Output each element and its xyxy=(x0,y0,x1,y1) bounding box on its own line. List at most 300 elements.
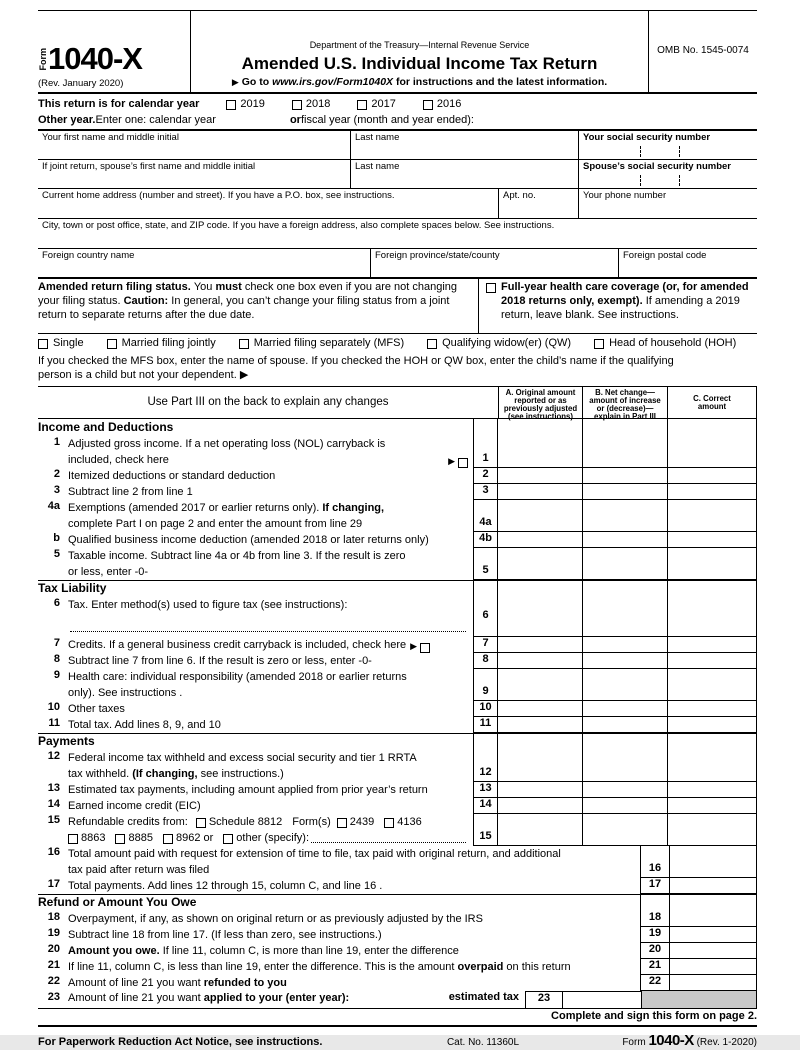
line-number: 16 xyxy=(38,846,60,878)
city-state-zip-field[interactable]: City, town or post office, state, and ZIP code. If you have a foreign address, also complete spaces below. See instructions. xyxy=(38,219,757,248)
amount-cell-b[interactable] xyxy=(583,653,668,669)
line-text-bold: refunded to you xyxy=(204,977,287,991)
spouse-name-row xyxy=(38,160,757,189)
totals-block xyxy=(38,846,757,1009)
line-ref: 21 xyxy=(640,959,670,975)
amount-cell-a[interactable] xyxy=(498,436,583,468)
apt-no-field[interactable]: Apt. no. xyxy=(498,189,578,218)
foreign-address-row xyxy=(38,248,757,279)
filing-text: check one box even if you are not changing your filing status. xyxy=(38,281,457,307)
line-text: see instructions.) xyxy=(198,768,284,782)
line-text-bold: Amount you owe. xyxy=(68,945,160,959)
line-text: Tax. Enter method(s) used to figure tax (see instructions): xyxy=(68,599,347,613)
spouse-ssn-field[interactable] xyxy=(578,160,757,188)
amount-cell-a[interactable] xyxy=(498,782,583,798)
line-text: only). See instructions . xyxy=(68,687,182,701)
line-number: 1 xyxy=(38,436,60,468)
line-17-row xyxy=(38,878,757,894)
page-title: Amended U.S. Individual Income Tax Return xyxy=(191,53,648,74)
spacer-cell xyxy=(498,734,583,750)
line-text: Other taxes xyxy=(68,703,125,717)
checkbox-label: 8885 xyxy=(128,832,152,846)
line-number: 22 xyxy=(38,975,60,991)
amount-cell-b[interactable] xyxy=(583,597,668,637)
spacer-cell xyxy=(670,895,757,911)
line-text: Adjusted gross income. If a net operating loss (NOL) carryback is xyxy=(68,438,385,452)
mfs-note xyxy=(38,353,757,386)
amount-cell[interactable] xyxy=(670,911,757,927)
irs-url[interactable]: www.irs.gov/Form1040X xyxy=(272,76,393,88)
nol-checkbox[interactable] xyxy=(458,458,468,468)
line-text: Taxable income. Subtract line 4a or 4b from line 3. If the result is zero xyxy=(68,550,406,564)
amount-cell-c[interactable] xyxy=(668,637,757,653)
line-number: 7 xyxy=(38,637,60,653)
line-11-row xyxy=(38,717,757,733)
form-number: 1040-X xyxy=(648,1032,693,1049)
year-2016-checkbox[interactable] xyxy=(423,100,433,110)
married-jointly-checkbox[interactable] xyxy=(107,339,117,349)
year-2017-checkbox[interactable] xyxy=(357,100,367,110)
mfs-note-line2: person is a child but not your dependent. xyxy=(38,369,240,381)
form-8885-checkbox[interactable] xyxy=(115,834,125,844)
form-header xyxy=(38,11,757,94)
year-label: 2018 xyxy=(306,98,330,112)
line-ref: 4a xyxy=(473,500,498,532)
health-coverage-rest: If amending a 2019 return, leave blank. See instructions. xyxy=(501,295,740,321)
line-text: Refundable credits from: xyxy=(68,816,188,830)
status-label: Married filing separately (MFS) xyxy=(254,337,404,351)
ssn-label: Your social security number xyxy=(583,132,710,143)
line-ref: 3 xyxy=(473,484,498,500)
line-number: 9 xyxy=(38,669,60,701)
shaded-cell xyxy=(642,991,757,1008)
line-number: 2 xyxy=(38,468,60,484)
spacer-cell xyxy=(473,419,498,436)
name-row xyxy=(38,131,757,160)
amount-cell-c[interactable] xyxy=(668,782,757,798)
year-option-2019 xyxy=(226,98,264,112)
goto-prefix: Go to xyxy=(242,76,272,88)
amount-cell-c[interactable] xyxy=(668,717,757,733)
specify-entry-line[interactable] xyxy=(311,842,466,843)
amount-cell-b[interactable] xyxy=(583,814,668,846)
line-ref: 17 xyxy=(640,878,670,894)
line-ref: 22 xyxy=(640,975,670,991)
amount-cell-c[interactable] xyxy=(668,436,757,468)
line-ref: 7 xyxy=(473,637,498,653)
form-word-label: Form xyxy=(622,1037,648,1048)
amount-cell-a[interactable] xyxy=(498,468,583,484)
paperwork-notice: For Paperwork Reduction Act Notice, see instructions. xyxy=(38,1036,398,1050)
spacer-cell xyxy=(583,734,668,750)
amount-cell-a[interactable] xyxy=(498,637,583,653)
year-label: 2019 xyxy=(240,98,264,112)
sign-note xyxy=(38,1009,757,1027)
estimated-tax-amount-cell[interactable] xyxy=(563,991,642,1008)
line-number: 13 xyxy=(38,782,60,798)
forms-label: Form(s) xyxy=(292,816,331,830)
line-text: Estimated tax payments, including amount applied from prior year’s return xyxy=(68,784,428,798)
form-word-label: Form xyxy=(38,48,48,71)
form-2439-checkbox[interactable] xyxy=(337,818,347,828)
page-footer xyxy=(38,1027,757,1050)
schedule-8812-checkbox[interactable] xyxy=(196,818,206,828)
line-number: 3 xyxy=(38,484,60,500)
line-ref: 9 xyxy=(473,669,498,701)
spacer-cell xyxy=(583,581,668,597)
line-4b-row xyxy=(38,532,757,548)
line-text: included, check here xyxy=(68,454,169,468)
line-number: 5 xyxy=(38,548,60,580)
arrow-right-icon: ▶ xyxy=(410,641,417,652)
amount-cell-b[interactable] xyxy=(583,750,668,782)
qualifying-widow-checkbox[interactable] xyxy=(427,339,437,349)
line-text: Qualified business income deduction (amended 2018 or later returns only) xyxy=(68,534,429,548)
part3-instruction: Use Part III on the back to explain any changes xyxy=(38,387,498,419)
line-number: 12 xyxy=(38,750,60,782)
amount-cell[interactable] xyxy=(670,959,757,975)
line-text: Health care: individual responsibility (amended 2018 or earlier returns xyxy=(68,671,407,685)
ssn-separator xyxy=(679,146,680,157)
amount-cell-a[interactable] xyxy=(498,532,583,548)
ssn-separator xyxy=(679,175,680,186)
omb-number: OMB No. 1545-0074 xyxy=(649,11,757,92)
other-year-row xyxy=(38,113,757,131)
credit-carryback-checkbox[interactable] xyxy=(420,643,430,653)
filing-status-block xyxy=(38,279,757,334)
line-ref: 12 xyxy=(473,750,498,782)
amount-cell-b[interactable] xyxy=(583,798,668,814)
form-number: 1040-X xyxy=(48,44,142,74)
line-text-bold: applied to your (enter year): xyxy=(204,992,349,1006)
line-number: b xyxy=(38,532,60,548)
married-separately-checkbox[interactable] xyxy=(239,339,249,349)
ssn-separator xyxy=(640,146,641,157)
line-text: Federal income tax withheld and excess social security and tier 1 RRTA xyxy=(68,752,417,766)
form-title-block xyxy=(190,11,649,92)
line-1-desc xyxy=(38,436,473,468)
form-id-block xyxy=(38,11,190,92)
line-text-bold: overpaid xyxy=(458,961,504,975)
amount-cell[interactable] xyxy=(670,975,757,991)
other-credit-checkbox[interactable] xyxy=(223,834,233,844)
arrow-right-icon: ▶ xyxy=(448,456,455,467)
amount-cell-a[interactable] xyxy=(498,701,583,717)
arrow-right-icon: ▶ xyxy=(240,369,248,381)
phone-number-field[interactable]: Your phone number xyxy=(578,189,757,218)
line-number: 4a xyxy=(38,500,60,532)
line-18-row xyxy=(38,911,757,927)
line-text: Subtract line 18 from line 17. (If less than zero, see instructions.) xyxy=(68,929,382,943)
checkbox-label: 8863 xyxy=(81,832,105,846)
line-text: Total tax. Add lines 8, 9, and 10 xyxy=(68,719,221,733)
year-option-2016 xyxy=(423,98,461,112)
line-text: Overpayment, if any, as shown on original return or as previously adjusted by the IRS xyxy=(68,913,483,927)
status-hoh xyxy=(594,337,736,351)
foreign-country-field[interactable]: Foreign country name xyxy=(38,249,370,277)
amount-cell-b[interactable] xyxy=(583,637,668,653)
amount-cell-b[interactable] xyxy=(583,701,668,717)
filing-status-heading: Amended return filing status. xyxy=(38,281,194,293)
amount-cell-b[interactable] xyxy=(583,669,668,701)
dotted-entry-line[interactable] xyxy=(70,631,466,632)
section-heading: Payments xyxy=(38,734,473,750)
health-coverage-box xyxy=(478,279,757,333)
year-option-2018 xyxy=(292,98,330,112)
amount-cell-b[interactable] xyxy=(583,717,668,733)
line-text: Amount of line 21 you want xyxy=(68,992,204,1006)
tax-method-entry[interactable] xyxy=(68,613,468,621)
line-3-row xyxy=(38,484,757,500)
mfs-note-line1: If you checked the MFS box, enter the name of spouse. If you checked the HOH or QW box, enter the child’s name if the qualifying xyxy=(38,355,757,369)
calendar-year-label: This return is for calendar year xyxy=(38,98,199,112)
line-text: Total amount paid with request for extension of time to file, tax paid with original return, and additional xyxy=(68,848,561,862)
amount-cell-c[interactable] xyxy=(668,653,757,669)
line-ref: 5 xyxy=(473,548,498,580)
status-label: Head of household (HOH) xyxy=(609,337,736,351)
line-text: or less, enter -0- xyxy=(68,566,148,580)
foreign-postal-field[interactable]: Foreign postal code xyxy=(618,249,757,277)
line-22-row xyxy=(38,975,757,991)
line-ref: 18 xyxy=(640,911,670,927)
amount-cell-c[interactable] xyxy=(668,468,757,484)
amount-cell-b[interactable] xyxy=(583,484,668,500)
form-4136-checkbox[interactable] xyxy=(384,818,394,828)
line-text: If line 11, column C, is less than line 19, enter the difference. This is the amount xyxy=(68,961,458,975)
line-text-bold: (If changing, xyxy=(132,768,197,782)
column-c-header: C. Correct amount xyxy=(668,387,757,419)
form-8863-checkbox[interactable] xyxy=(68,834,78,844)
amount-cell-c[interactable] xyxy=(668,701,757,717)
line-number: 20 xyxy=(38,943,60,959)
line-number: 14 xyxy=(38,798,60,814)
amount-cell-b[interactable] xyxy=(583,468,668,484)
line-number: 17 xyxy=(38,878,60,894)
spacer-cell xyxy=(668,581,757,597)
amount-cell-a[interactable] xyxy=(498,500,583,532)
year-label: 2017 xyxy=(371,98,395,112)
amount-cell-c[interactable] xyxy=(668,532,757,548)
year-2019-checkbox[interactable] xyxy=(226,100,236,110)
filing-text: In general, you can’t change your filing status from a joint return to separate returns after the due date. xyxy=(38,295,449,321)
health-coverage-text xyxy=(501,281,757,330)
arrow-right-icon: ▶ xyxy=(232,77,239,87)
line-5-row xyxy=(38,548,757,580)
line-21-row xyxy=(38,959,757,975)
amount-cell-c[interactable] xyxy=(668,548,757,580)
amount-cell-a[interactable] xyxy=(498,548,583,580)
status-qw xyxy=(427,337,571,351)
line-13-row xyxy=(38,782,757,798)
first-name-field[interactable]: Your first name and middle initial xyxy=(38,131,350,159)
line-16-row xyxy=(38,846,757,878)
section-refund xyxy=(38,894,757,911)
amounts-table xyxy=(38,386,757,846)
line-number: 8 xyxy=(38,653,60,669)
line-ref: 15 xyxy=(473,814,498,846)
line-1-row xyxy=(38,436,757,468)
spacer-cell xyxy=(473,581,498,597)
line-number: 23 xyxy=(38,991,60,1008)
spacer-cell xyxy=(668,419,757,436)
or-label: or xyxy=(290,114,301,128)
line-6-row xyxy=(38,597,757,637)
line-text: complete Part I on page 2 and enter the amount from line 29 xyxy=(68,518,362,532)
amount-cell-c[interactable] xyxy=(668,500,757,532)
spacer-cell xyxy=(668,734,757,750)
line-ref: 1 xyxy=(473,436,498,468)
checkbox-label: 4136 xyxy=(397,816,421,830)
line-7-row xyxy=(38,637,757,653)
spacer-cell xyxy=(473,734,498,750)
catalog-number: Cat. No. 11360L xyxy=(398,1037,568,1050)
single-checkbox[interactable] xyxy=(38,339,48,349)
spouse-ssn-label: Spouse’s social security number xyxy=(583,161,731,172)
line-4a-row xyxy=(38,500,757,532)
amount-cell-b[interactable] xyxy=(583,436,668,468)
fiscal-year-text: fiscal year (month and year ended): xyxy=(301,114,474,128)
line-number: 10 xyxy=(38,701,60,717)
section-heading: Refund or Amount You Owe xyxy=(38,895,640,911)
amount-cell-c[interactable] xyxy=(668,484,757,500)
revision-label: (Rev. January 2020) xyxy=(38,78,190,90)
line-text: Subtract line 2 from line 1 xyxy=(68,486,193,500)
address-row xyxy=(38,189,757,219)
other-year-text: Enter one: calendar year xyxy=(95,114,215,128)
line-number: 18 xyxy=(38,911,60,927)
line-2-row xyxy=(38,468,757,484)
calendar-year-row xyxy=(38,94,757,113)
line-10-row xyxy=(38,701,757,717)
amount-cell-b[interactable] xyxy=(583,782,668,798)
line-text: on this return xyxy=(503,961,570,975)
section-tax-liability xyxy=(38,580,757,597)
amount-cell-a[interactable] xyxy=(498,484,583,500)
sign-note-text: Complete and sign this form on page 2. xyxy=(551,1010,757,1024)
footer-form-id xyxy=(568,1032,757,1050)
status-mfs xyxy=(239,337,404,351)
health-coverage-checkbox[interactable] xyxy=(486,283,496,293)
last-name-field[interactable]: Last name xyxy=(350,131,578,159)
line-text: Exemptions (amended 2017 or earlier returns only). xyxy=(68,502,322,516)
line-14-row xyxy=(38,798,757,814)
line-ref: 23 xyxy=(525,991,563,1008)
line-text: Credits. If a general business credit carryback is included, check here xyxy=(68,639,406,653)
amount-cell[interactable] xyxy=(670,943,757,959)
city-row xyxy=(38,219,757,248)
ssn-separator xyxy=(640,175,641,186)
amount-cell-b[interactable] xyxy=(583,500,668,532)
line-text: Itemized deductions or standard deduction xyxy=(68,470,275,484)
checkbox-label: 8962 or xyxy=(176,832,213,846)
amount-cell[interactable] xyxy=(670,846,757,878)
amount-cell-c[interactable] xyxy=(668,669,757,701)
amount-cell-a[interactable] xyxy=(498,798,583,814)
head-of-household-checkbox[interactable] xyxy=(594,339,604,349)
amount-cell-b[interactable] xyxy=(583,532,668,548)
checkbox-label: other (specify): xyxy=(236,832,309,846)
line-23-row xyxy=(38,991,757,1009)
amount-cell[interactable] xyxy=(670,878,757,894)
line-text: Earned income credit (EIC) xyxy=(68,800,201,814)
line-12-row xyxy=(38,750,757,782)
status-label: Single xyxy=(53,337,84,351)
status-mfj xyxy=(107,337,216,351)
status-label: Qualifying widow(er) (QW) xyxy=(442,337,571,351)
foreign-province-field[interactable]: Foreign province/state/county xyxy=(370,249,618,277)
line-ref: 19 xyxy=(640,927,670,943)
spacer-cell xyxy=(640,895,670,911)
section-payments xyxy=(38,733,757,750)
year-2018-checkbox[interactable] xyxy=(292,100,302,110)
line-8-row xyxy=(38,653,757,669)
line-number: 21 xyxy=(38,959,60,975)
line-text: tax withheld. xyxy=(68,768,132,782)
section-income-deductions xyxy=(38,419,757,436)
line-text: If line 11, column C, is more than line 19, enter the difference xyxy=(160,945,459,959)
amount-cell-a[interactable] xyxy=(498,717,583,733)
status-single xyxy=(38,337,84,351)
amount-cell-c[interactable] xyxy=(668,750,757,782)
goto-suffix: for instructions and the latest information. xyxy=(393,76,607,88)
line-20-row xyxy=(38,943,757,959)
checkbox-label: 2439 xyxy=(350,816,374,830)
line-text: Subtract line 7 from line 6. If the result is zero or less, enter -0- xyxy=(68,655,372,669)
line-ref: 16 xyxy=(640,846,670,878)
line-text: tax paid after return was filed xyxy=(68,864,209,878)
amount-cell[interactable] xyxy=(670,927,757,943)
amount-cell-a[interactable] xyxy=(498,750,583,782)
goto-instructions xyxy=(191,76,648,89)
line-text: Total payments. Add lines 12 through 15, column C, and line 16 . xyxy=(68,880,382,894)
spacer-cell xyxy=(498,419,583,436)
column-a-header: A. Original amount reported or as previously adjusted (see instructions) xyxy=(498,387,583,419)
line-text: Amount of line 21 you want xyxy=(68,977,204,991)
amount-cell-c[interactable] xyxy=(668,814,757,846)
ssn-field[interactable] xyxy=(578,131,757,159)
line-ref: 14 xyxy=(473,798,498,814)
line-number: 19 xyxy=(38,927,60,943)
line-number: 6 xyxy=(38,597,60,637)
line-ref: 10 xyxy=(473,701,498,717)
must-label: must xyxy=(215,281,241,293)
home-address-field[interactable]: Current home address (number and street). If you have a P.O. box, see instructions. xyxy=(38,189,498,218)
spouse-first-name-field[interactable]: If joint return, spouse’s first name and middle initial xyxy=(38,160,350,188)
checkbox-label: Schedule 8812 xyxy=(209,816,282,830)
revision-label: (Rev. 1-2020) xyxy=(694,1037,757,1048)
line-number: 15 xyxy=(38,814,60,846)
spouse-last-name-field[interactable]: Last name xyxy=(350,160,578,188)
line-ref: 11 xyxy=(473,717,498,733)
form-8962-checkbox[interactable] xyxy=(163,834,173,844)
amount-cell-a[interactable] xyxy=(498,653,583,669)
filing-status-text xyxy=(38,279,478,333)
line-ref: 2 xyxy=(473,468,498,484)
amount-cell-b[interactable] xyxy=(583,548,668,580)
amount-cell-a[interactable] xyxy=(498,597,583,637)
line-ref: 6 xyxy=(473,597,498,637)
line-9-row xyxy=(38,669,757,701)
amount-cell-a[interactable] xyxy=(498,669,583,701)
column-b-header: B. Net change— amount of increase or (decrease)— explain in Part III xyxy=(583,387,668,419)
line-ref: 4b xyxy=(473,532,498,548)
amount-cell-c[interactable] xyxy=(668,597,757,637)
amount-cell-c[interactable] xyxy=(668,798,757,814)
department-label: Department of the Treasury—Internal Revenue Service xyxy=(191,40,648,51)
amount-cell-a[interactable] xyxy=(498,814,583,846)
spacer-cell xyxy=(583,419,668,436)
section-heading: Income and Deductions xyxy=(38,419,473,436)
